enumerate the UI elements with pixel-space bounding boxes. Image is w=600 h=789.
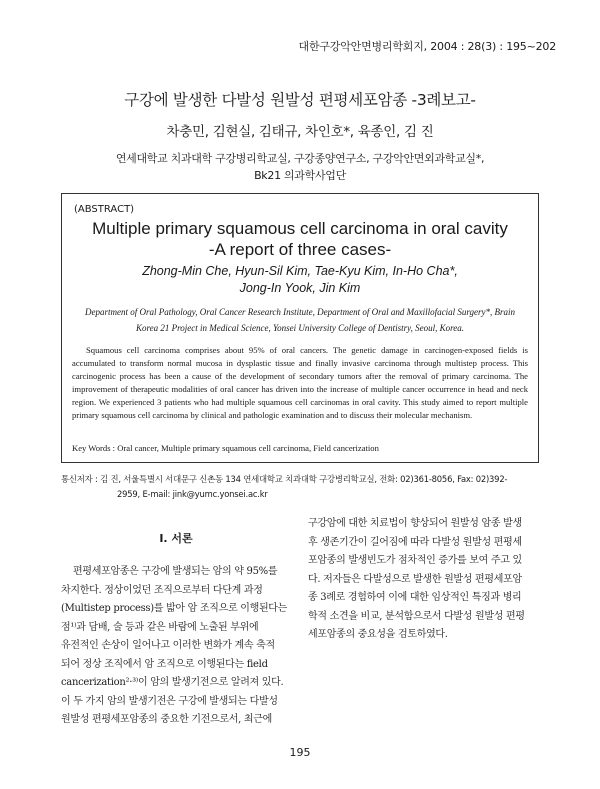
correspondence-info bbox=[61, 472, 539, 502]
korean-title: 구강에 발생한 다발성 원발성 편평세포암종 -3례보고- bbox=[124, 91, 476, 109]
paragraph-line: 이 두 가지 암의 발생기전은 구강에 발생되는 다발성 bbox=[61, 695, 278, 707]
abstract-box bbox=[61, 193, 539, 463]
english-authors-line: Zhong-Min Che, Hyun-Sil Kim, Tae-Kyu Kim, In-Ho Cha*, bbox=[142, 264, 458, 278]
paragraph-line: 유전적인 손상이 일어나고 이러한 변화가 계속 축적 bbox=[61, 640, 275, 651]
right-column-text bbox=[308, 515, 540, 645]
english-affiliation-line: Korea 21 Project in Medical Science, Yonsei University College of Dentistry, Seoul, Korea. bbox=[135, 323, 465, 333]
paragraph-line: 차지한다. 정상이었던 조직으로부터 다단계 과정 bbox=[61, 584, 263, 596]
english-affiliation-line: Department of Oral Pathology, Oral Cancer Research Institute, Department of Oral and Maxillofacial Surgery*, Brain bbox=[84, 307, 516, 317]
paragraph-line: (Multistep process)를 밟아 암 조직으로 이행된다는 bbox=[61, 603, 288, 614]
english-title bbox=[62, 218, 538, 260]
keywords: Key Words : Oral cancer, Multiple primary squamous cell carcinoma, Field cancerization bbox=[72, 443, 379, 453]
korean-affiliation bbox=[0, 150, 600, 184]
paragraph-line: 다. 저자들은 다발성으로 발생한 원발성 편평세포암 bbox=[308, 573, 522, 585]
abstract-label: (ABSTRACT) bbox=[74, 204, 135, 215]
correspondence-line: 2959, E-mail: jink@yumc.yonsei.ac.kr bbox=[117, 489, 268, 499]
english-title-line: -A report of three cases- bbox=[208, 240, 392, 259]
paragraph-line: 구강암에 대한 치료법이 향상되어 원발성 암종 발생 bbox=[308, 518, 522, 529]
paragraph-line: cancerization²·³⁾이 암의 발생기전으로 알려져 있다. bbox=[61, 677, 284, 688]
paragraph-line: 세포암종의 중요성을 검토하였다. bbox=[308, 629, 448, 640]
korean-authors: 차충민, 김현실, 김태규, 차인호*, 육종인, 김 진 bbox=[166, 124, 434, 140]
paragraph-line: 종 3례로 경험하여 이에 대한 임상적인 특징과 병리 bbox=[308, 592, 522, 603]
english-affiliation bbox=[72, 304, 528, 336]
abstract-body: Squamous cell carcinoma comprises about 95% of oral cancers. The genetic damage in carcinogen-exposed fields is accumulated to transform normal mucosa in dysplastic tissue and finally invasive carcinoma through multistep process. This carcinogenic process has been a cause of the development of secondary tumors after the removal of primary carcinoma. The improvement of therapeutic modalities of oral cancer has driven into the increase of multiple cancer occurrence in head and neck region. We experienced 3 patients who had multiple squamous cell carcinomas in oral cavity. This study aimed to report multiple primary squamous cell carcinoma by clinical and pathologic examination and to discuss their molecular mechanism. bbox=[72, 345, 528, 420]
paragraph-line: 학적 소견을 비교, 분석함으로서 다발성 원발성 편평 bbox=[308, 610, 525, 622]
english-authors-line: Jong-In Yook, Jin Kim bbox=[239, 281, 361, 295]
korean-affiliation-line: Bk21 의과학사업단 bbox=[254, 169, 346, 182]
paragraph-line: 점¹⁾과 담배, 술 등과 같은 바람에 노출된 부위에 bbox=[61, 621, 259, 633]
korean-affiliation-line: 연세대학교 치과대학 구강병리학교실, 구강종양연구소, 구강악안면외과학교실*, bbox=[115, 152, 485, 165]
paragraph-line: 후 생존기간이 길어짐에 따라 다발성 원발성 편평세 bbox=[308, 536, 522, 548]
paragraph-line: 편평세포암종은 구강에 발생되는 암의 약 95%를 bbox=[73, 566, 278, 577]
english-title-line: Multiple primary squamous cell carcinoma in oral cavity bbox=[92, 219, 508, 238]
paragraph-line: 되어 정상 조직에서 암 조직으로 이행된다는 field bbox=[61, 658, 268, 670]
section-heading-introduction: I. 서론 bbox=[159, 532, 193, 545]
left-column-text bbox=[61, 563, 293, 730]
paragraph-line: 원발성 편평세포암종의 중요한 기전으로서, 최근에 bbox=[61, 714, 272, 725]
correspondence-line: 통신저자 : 김 진, 서울특별시 서대문구 신촌동 134 연세대학교 치과대학 구강병리학교실, 전화: 02)361-8056, Fax: 02)392- bbox=[61, 474, 508, 484]
journal-citation-header: 대한구강악안면병리학회지, 2004 : 28(3) : 195~202 bbox=[298, 40, 556, 53]
english-authors bbox=[62, 263, 538, 297]
paragraph-line: 포암종의 발생빈도가 점차적인 증가를 보여 주고 있 bbox=[308, 555, 522, 566]
page-number: 195 bbox=[289, 746, 311, 759]
